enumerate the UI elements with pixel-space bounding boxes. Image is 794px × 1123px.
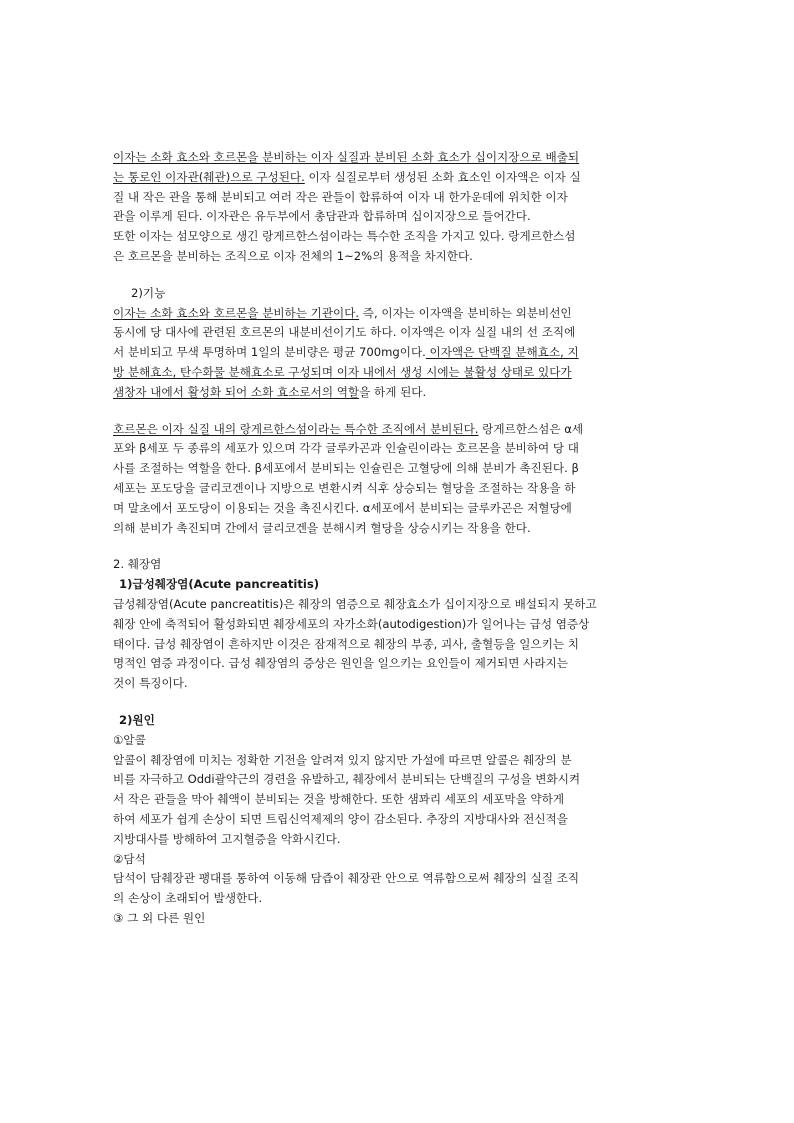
text-line-underlined: 이자는 소화 효소와 호르몬을 분비하는 기관이다.: [113, 305, 360, 320]
text-line-underlined: 방 분해효소, 탄수화물 분해효소로 구성되며 이자 내에서 생성 시에는 불활성 상태로 있다가: [113, 364, 572, 379]
document-page: [113, 148, 683, 929]
text-line-underlined: 호르몬은 이자 실질 내의 랑게르한스섬이라는 특수한 조직에서 분비된다.: [113, 421, 479, 436]
text-line: 을 하게 된다.: [359, 384, 427, 399]
text-line: 지방대사를 방해하여 고지혈증을 악화시킨다.: [113, 831, 341, 846]
text-line: 의해 분비가 촉진되며 간에서 글리코겐을 분해시켜 혈당을 상승시키는 작용을 한다.: [113, 520, 531, 535]
text-line: 것이 특징이다.: [113, 676, 188, 691]
text-line: 태이다. 급성 췌장염이 흔하지만 이것은 잠재적으로 췌장의 부종, 괴사, 출혈등을 일으키는 치: [113, 636, 579, 651]
text-line: 또한 이자는 섬모양으로 생긴 랑게르한스섬이라는 특수한 조직을 가지고 있다. 랑게르한스섬: [113, 229, 576, 244]
text-line: 랑게르한스섬은 α세: [478, 421, 584, 436]
text-line: 세포는 포도당을 글리코겐이나 지방으로 변환시켜 식후 상승되는 혈당을 조절하는 작용을 하: [113, 480, 576, 495]
cause-section: [113, 711, 683, 929]
text-line: 은 호르몬을 분비하는 조직으로 이자 전체의 1~2%의 용적을 차지한다.: [113, 248, 473, 263]
text-line: 이자 실질로부터 생성된 소화 효소인 이자액은 이자 실: [304, 169, 581, 184]
text-line: 명적인 염증 과정이다. 급성 췌장염의 증상은 원인을 일으키는 요인들이 제거되면 사라지는: [113, 656, 568, 671]
structure-paragraph: [113, 148, 683, 267]
text-line: 비를 자극하고 Oddi괄약근의 경련을 유발하고, 췌장에서 분비되는 단백질의 구성을 변화시켜: [113, 772, 581, 787]
hormone-paragraph: [113, 420, 683, 539]
text-line: 하여 세포가 쉽게 손상이 되면 트립신억제제의 양이 감소된다. 추장의 지방대사와 전신적을: [113, 811, 568, 826]
section-heading: 2. 췌장염: [113, 557, 162, 572]
text-line: 질 내 작은 관을 통해 분비되고 여러 작은 관들이 합류하여 이자 내 한가운데에 위치한 이자: [113, 189, 568, 204]
text-line-underlined: 샘창자 내에서 활성화 되어 소화 효소로서의 역할: [113, 384, 360, 399]
text-line-underlined: 는 통로인 이자관(췌관)으로 구성된다.: [113, 169, 305, 184]
sub-heading: 1)급성췌장염(Acute pancreatitis): [119, 577, 320, 592]
text-line: 즉, 이자는 이자액을 분비하는 외분비선인: [359, 305, 572, 320]
text-line: 이자는 소화 효소와 호르몬을 분비하는 이자 실질과 분비된 소화 효소가 십이지장으로 배출되: [113, 150, 580, 164]
text-line: 서 분비되고 무색 투명하며 1일의 분비량은 평균 700mg이다.: [113, 345, 426, 360]
pancreatitis-section: [113, 555, 683, 694]
text-line: 서 작은 관들을 막아 췌액이 분비되는 것을 방해한다. 또한 샘꽈리 세포의 세포막을 약하게: [113, 792, 565, 807]
text-line: 며 말초에서 포도당이 이용되는 것을 촉진시킨다. α세포에서 분비되는 글루카곤은 저혈당에: [113, 500, 572, 515]
text-line-underlined: 이자액은 단백질 분해효소, 지: [425, 345, 579, 360]
text-line: 알콜이 췌장염에 미치는 정확한 기전을 알려져 있지 않지만 가설에 따르면 알콜은 췌장의 분: [113, 752, 572, 767]
text-line: 담석이 담췌장관 팽대를 통하여 이동해 담즙이 췌장관 안으로 역류함으로써 췌장의 실질 조직: [113, 871, 580, 886]
text-line: 관을 이루게 된다. 이자관은 유두부에서 총담관과 합류하며 십이지장으로 들어간다.: [113, 209, 531, 224]
function-heading: 2)기능: [131, 285, 166, 300]
function-section: [113, 284, 683, 403]
text-line: 사를 조절하는 역할을 한다. β세포에서 분비되는 인슐린은 고혈당에 의해 분비가 촉진된다. β: [113, 461, 579, 476]
text-line: 포와 β세포 두 종류의 세포가 있으며 각각 글루카곤과 인슐린이라는 호르몬을 분비하여 당 대: [113, 441, 580, 456]
other-cause-title: ③ 그 외 다른 원인: [113, 910, 206, 925]
text-line: 동시에 당 대사에 관련된 호르몬의 내분비선이기도 하다. 이자액은 이자 실질 내의 선 조직에: [113, 325, 576, 340]
text-line: 의 손상이 초래되어 발생한다.: [113, 891, 263, 906]
text-line: 췌장 안에 축적되어 활성화되면 췌장세포의 자가소화(autodigestion)가 일어나는 급성 염증상: [113, 616, 590, 631]
alcohol-title: ①알콜: [113, 732, 146, 747]
text-line: 급성췌장염(Acute pancreatitis)은 췌장의 염증으로 췌장효소가 십이지장으로 배설되지 못하고: [113, 596, 597, 611]
cause-heading: 2)원인: [119, 712, 155, 727]
gallstone-title: ②담석: [113, 851, 146, 866]
